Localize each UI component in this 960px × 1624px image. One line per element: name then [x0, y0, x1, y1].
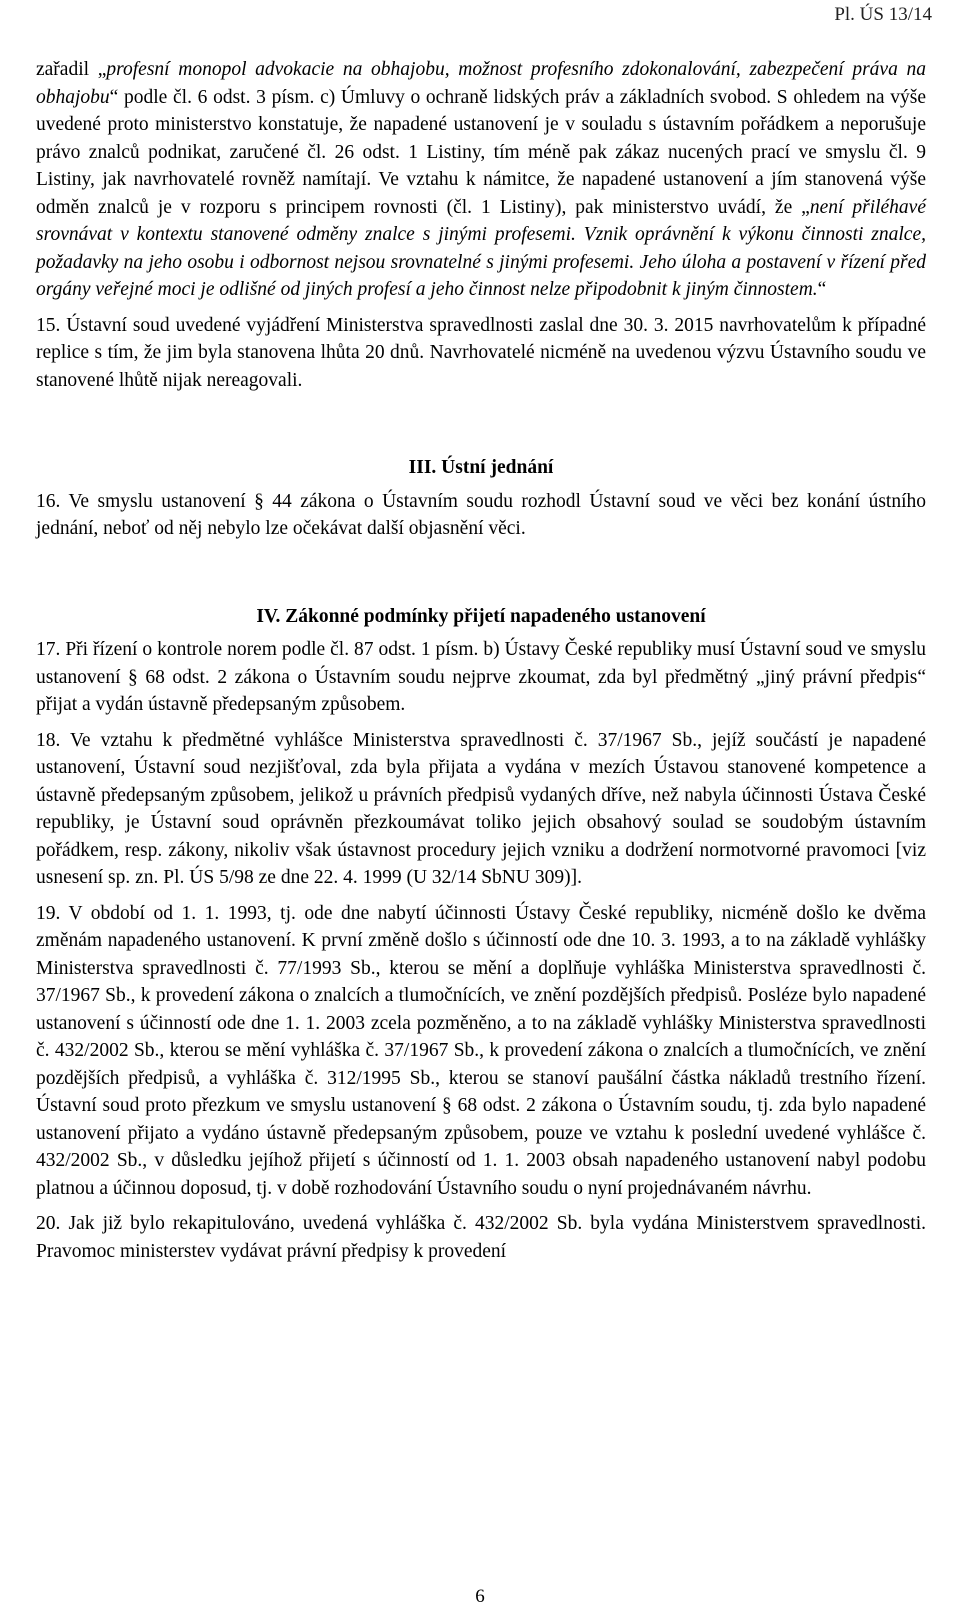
- document-body: [36, 56, 926, 1273]
- paragraph-17: 17. Při řízení o kontrole norem podle čl. 87 odst. 1 písm. b) Ústavy České republiky musí Ústavní soud ve smyslu ustanovení § 68 odst. 2 zákona o Ústavním soudu nejprve zkoumat, zda byl předmětný „jiný právní předpis“ přijat a vydán ústavně předepsaným způsobem.: [36, 639, 926, 715]
- paragraph-15: 15. Ústavní soud uvedené vyjádření Ministerstva spravedlnosti zaslal dne 30. 3. 2015 navrhovatelům k případné replice s tím, že jim byla stanovena lhůta 20 dnů. Navrhovatelé nicméně na uvedenou výzvu Ústavního soudu ve stanovené lhůtě nijak nereagovali.: [36, 314, 926, 391]
- italic-quote: profesní monopol advokacie na obhajobu, možnost profesního zdokonalování, zabezpečení práva na obhajobu: [36, 59, 927, 108]
- section-heading-iii: III. Ústní jednání: [408, 457, 554, 478]
- text-segment: “: [817, 279, 827, 300]
- text-segment: zařadil „: [36, 59, 107, 80]
- paragraph-19: 19. V období od 1. 1. 1993, tj. ode dne nabytí účinnosti Ústavy České republiky, nicméně došlo ke dvěma změnám napadeného ustanovení. K první změně došlo s účinností ode dne 10. 3. 1993, a to na základě vyhlášky Ministerstva spravedlnosti č. 77/1993 Sb., kterou se mění a doplňuje vyhláška Ministerstva spravedlnosti č. 37/1967 Sb., k provedení zákona o znalcích a tlumočnících, ve znění pozdějších předpisů. Posléze bylo napadené ustanovení s účinností ode dne 1. 1. 2003 zcela pozměněno, a to na základě vyhlášky Ministerstva spravedlnosti č. 432/2002 Sb., kterou se mění vyhláška č. 37/1967 Sb., k provedení zákona o znalcích a tlumočnících, ve znění pozdějších předpisů, a vyhláška č. 312/1995 Sb., kterou se stanoví paušální částka nákladů trestního řízení. Ústavní soud proto přezkum ve smyslu ustanovení § 68 odst. 2 zákona o Ústavním soudu, tj. zda bylo napadené ustanovení přijato a vydáno ústavně předepsaným způsobem, pouze ve vztahu k poslední uvedené vyhlášce č. 432/2002 Sb., v důsledku jejíhož přijetí s účinností od 1. 1. 2003 obsah napadeného ustanovení nabyl podobu platnou a účinnou doposud, tj. v době rozhodování Ústavního soudu o nyní projednávaném návrhu.: [36, 902, 926, 1199]
- section-heading-iv: IV. Zákonné podmínky přijetí napadeného ustanovení: [256, 605, 706, 627]
- text-segment: “ podle čl. 6 odst. 3 písm. c) Úmluvy o ochraně lidských práv a základních svobod. S ohledem na výše uvedené proto ministerstvo konstatuje, že napadené ustanovení je v souladu s ústavním pořádkem a neporušuje právo znalců podnikat, zaručené čl. 26 odst. 1 Listiny, tím méně pak zákaz nucených prací ve smyslu čl. 9 Listiny, jak navrhovatelé rovněž namítají. Ve vztahu k námitce, že napadené ustanovení a jím stanovená výše odměn znalců je v rozporu s principem rovnosti (čl. 1 Listiny), pak ministerstvo uvádí, že „: [36, 86, 926, 218]
- italic-quote: není přiléhavé srovnávat v kontextu stanovené odměny znalce s jinými profesemi. Vznik oprávnění k výkonu činnosti znalce, požadavky na jeho osobu i odbornost nejsou srovnatelné s jinými profesemi. Jeho úloha a postavení v řízení před orgány veřejné moci je odlišné od jiných profesí a jeho činnost nelze připodobnit k jiným činnostem.: [36, 196, 926, 300]
- paragraph-16: 16. Ve smyslu ustanovení § 44 zákona o Ústavním soudu rozhodl Ústavní soud ve věci bez konání ústního jednání, neboť od něj nebylo lze očekávat další objasnění věci.: [36, 490, 926, 539]
- paragraph-ministry-statement: [36, 56, 926, 304]
- document-reference-header: Pl. ÚS 13/14: [834, 4, 932, 25]
- paragraph-20: 20. Jak již bylo rekapitulováno, uvedená vyhláška č. 432/2002 Sb. byla vydána Ministerstvem spravedlnosti. Pravomoc ministerstev vydávat právní předpisy k provedení: [36, 1213, 926, 1262]
- page-number: 6: [475, 1586, 485, 1607]
- paragraph-18: 18. Ve vztahu k předmětné vyhlášce Ministerstva spravedlnosti č. 37/1967 Sb., jejíž součástí je napadené ustanovení, Ústavní soud nezjišťoval, zda byla přijata a vydána v mezích Ústavou stanovené kompetence a ústavně předepsaným způsobem, jelikož u právních předpisů vydaných dříve, než nabyla účinnosti Ústava České republiky, je Ústavní soud oprávněn přezkoumávat toliko jejich obsahový soulad se soudobým ústavním pořádkem, resp. zákony, nikoliv však ústavnost procedury jejich vzniku a dodržení normotvorné pravomoci [viz usnesení sp. zn. Pl. ÚS 5/98 ze dne 22. 4. 1999 (U 32/14 SbNU 309)].: [36, 729, 926, 888]
